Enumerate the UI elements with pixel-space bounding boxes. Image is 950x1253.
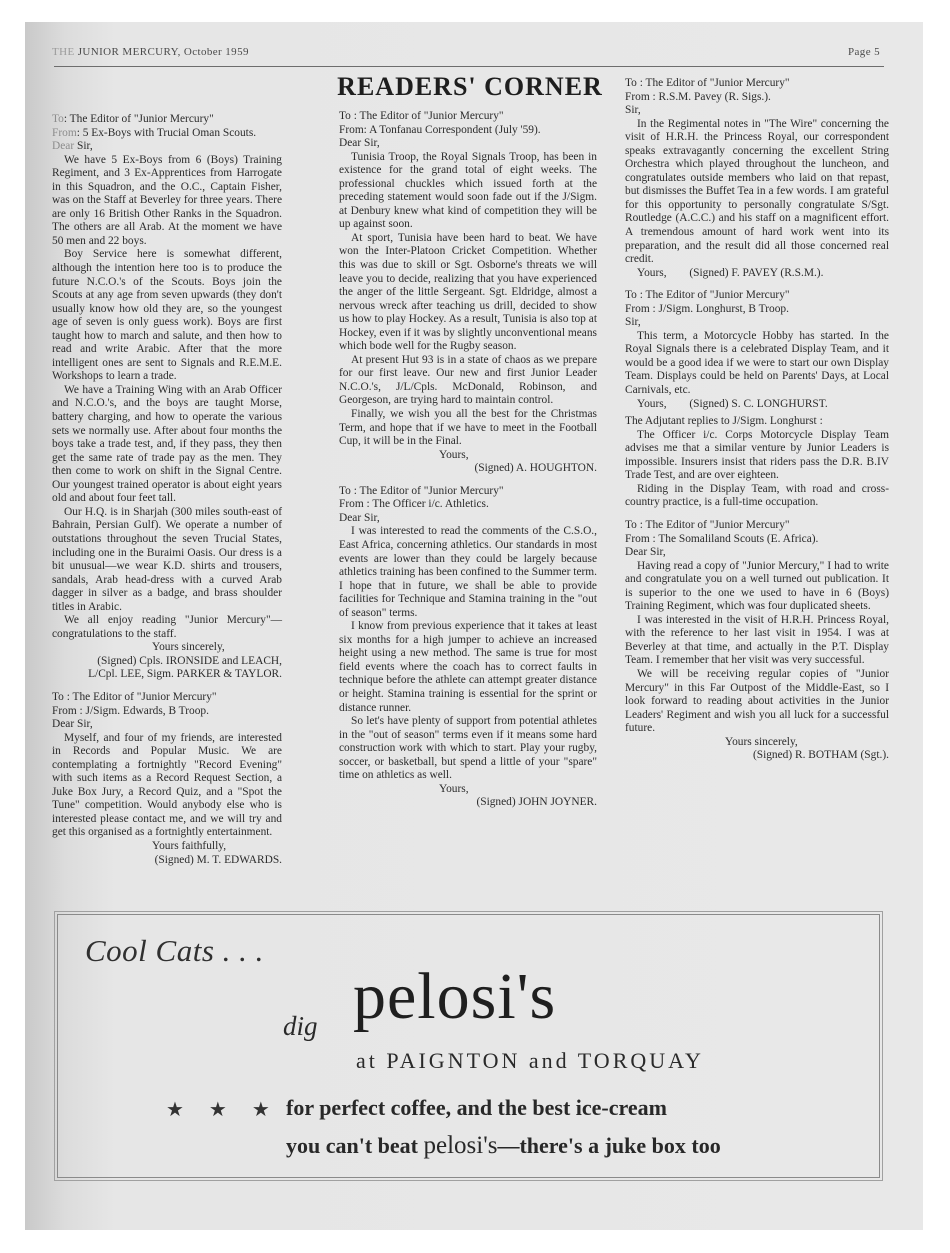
letter-signature: (Signed) M. T. EDWARDS.: [154, 853, 282, 866]
letter-to: To : The Editor of "Junior Mercury": [339, 484, 504, 497]
letter-signature: (Signed) A. HOUGHTON.: [474, 462, 597, 475]
running-header-publication: [52, 46, 249, 58]
letter-signature: (Signed) R. BOTHAM (Sgt.).: [752, 749, 889, 762]
letter-closing: Yours,: [439, 782, 469, 795]
publication-prefix: THE: [52, 46, 75, 58]
letter-paragraph: We have a Training Wing with an Arab Officer and N.C.O.'s, and the boys are taught Morse, battery charging, and how to operate the various sets we normally use. After about four months the boys take a trade test, and, if they pass, they then get the same rate of trade pay as the men. They then come to work on shift in the Signal Centre. Our youngest trained operator is about eight years old and about four feet tall.: [52, 383, 282, 505]
letter-longhurst: [625, 289, 889, 411]
letter-salutation: Dear Sir,: [52, 140, 93, 153]
letter-to: To : The Editor of "Junior Mercury": [339, 110, 504, 122]
letter-from: From : The Somaliland Scouts (E. Africa).: [625, 532, 819, 545]
letter-ex-boys-trucial-oman: [52, 113, 282, 682]
letter-paragraph: We all enjoy reading "Junior Mercury"—congratulations to the staff.: [52, 614, 282, 640]
letter-tonfanau: [339, 110, 597, 476]
letter-gap: [625, 280, 889, 289]
letter-signature: (Signed) JOHN JOYNER.: [476, 796, 597, 809]
letter-salutation: Dear Sir,: [52, 718, 93, 731]
letter-paragraph: In the Regimental notes in "The Wire" concerning the visit of H.R.H. the Princess Royal, our correspondent speaks extravagantly concerning the excellent String Orchestra which played throughout the luncheon, and congratulates outside members who laid on that repast, but dismisses the Buffet Tea in a few words. I am grateful for this opportunity to personally congratulate S/Sgt. Routledge (A.C.C.) and his staff on a magnificent effort. A tremendous amount of hard work went into its preparation, and the result did all those concerned real credit.: [625, 117, 889, 266]
ad-dig: dig: [283, 1011, 318, 1041]
letter-paragraph: We will be receiving regular copies of "Junior Mercury" in this Far Outpost of the Middle-East, so I look forward to reading about activities in the Junior Leaders' Regiment and wish you all luck for a successful future.: [625, 667, 889, 735]
letter-paragraph: Our H.Q. is in Sharjah (300 miles south-east of Bahrain, Persian Gulf). We operate a number of outstations throughout the seven Trucial States, including one in the Buraimi Oasis. Our dress is a bit unusual—we wear K.D. shirts and trousers, sandals, Arab head-dress with a curved Arab dagger in silver as a badge, and brass shoulder titles in Arabic.: [52, 505, 282, 613]
ad-brand-inline: pelosi's: [423, 1132, 498, 1159]
letter-edwards: [52, 691, 282, 867]
ad-brand-name: pelosi's: [353, 960, 557, 1033]
letter-from: From: 5 Ex-Boys with Trucial Oman Scouts.: [52, 126, 257, 139]
letter-salutation: Dear Sir,: [339, 137, 380, 150]
letter-salutation: Sir,: [625, 316, 641, 329]
letter-closing: Yours faithfully,: [152, 839, 227, 852]
letter-paragraph: So let's have plenty of support from potential athletes in the "out of season" terms even if it means some hard construction work with which to start. Play your rugby, soccer, or basketball, but spend a little of your "spare" time on athletics as well.: [339, 715, 597, 782]
letter-salutation: Sir,: [625, 104, 641, 117]
letter-to: To: The Editor of "Junior Mercury": [52, 113, 214, 125]
column-3: [625, 77, 889, 763]
letter-paragraph: Having read a copy of "Junior Mercury," I had to write and congratulate you on a well turned out publication. It is superior to the one we used to have in 6 (Boys) Training Regiment, which was four duplicated sheets.: [625, 559, 889, 613]
letter-paragraph: The Officer i/c. Corps Motorcycle Display Team advises me that a similar venture by Junior Leaders is impossible. Insurers insist that riders pass the D.R. B.IV Trade Test, and are over eighteen.: [625, 428, 889, 482]
column-1: [52, 113, 282, 867]
letter-paragraph: Finally, we wish you all the best for the Christmas Term, and hope that if we have to meet in the Football Cup, it will be in the Final.: [339, 408, 597, 448]
letter-to: To : The Editor of "Junior Mercury": [625, 289, 790, 302]
ad-copy-line-2: you can't beat pelosi's—there's a juke box too: [286, 1132, 721, 1159]
section-title: READERS' CORNER: [337, 72, 603, 101]
ad-copy-line-1: for perfect coffee, and the best ice-cream: [286, 1095, 667, 1120]
letter-paragraph: At present Hut 93 is in a state of chaos as we prepare for our first leave. Our new and first Junior Leader N.C.O.'s, J/L/Cpls. McDonald, Robinson, and Georgeson, are trying hard to maintain control.: [339, 353, 597, 407]
letter-signoff: Yours, (Signed) F. PAVEY (R.S.M.).: [637, 266, 824, 279]
letter-athletics: [339, 485, 597, 810]
column-2: [339, 110, 597, 810]
letter-to: To : The Editor of "Junior Mercury": [52, 690, 217, 703]
letter-paragraph: Tunisia Troop, the Royal Signals Troop, has been in existence for the grand total of eight weeks. The professional chuckles which issued forth at the preceding statement would soon fade out if the J/Sigm. at Denbury knew what kind of competition they will be up against soon.: [339, 150, 597, 231]
reply-heading: The Adjutant replies to J/Sigm. Longhurst :: [625, 415, 823, 428]
letter-from: From : R.S.M. Pavey (R. Sigs.).: [625, 90, 771, 103]
letter-paragraph: Riding in the Display Team, with road and cross-country practice, is a full-time occupation.: [625, 482, 889, 509]
ad-locations: at PAIGNTON and TORQUAY: [356, 1048, 704, 1073]
star-icons: ★ ★ ★: [166, 1099, 280, 1121]
letter-from: From : The Officer i/c. Athletics.: [339, 498, 489, 511]
letter-from: From: A Tonfanau Correspondent (July '59).: [339, 123, 541, 136]
letter-salutation: Dear Sir,: [625, 546, 666, 559]
letter-closing: Yours sincerely,: [725, 735, 798, 748]
letter-to: To : The Editor of "Junior Mercury": [625, 518, 790, 531]
page-number: Page 5: [848, 46, 881, 58]
adjutant-reply: [625, 415, 889, 510]
letter-paragraph: Myself, and four of my friends, are interested in Records and Popular Music. We are contemplating a fortnightly "Record Evening" with such items as a Record Request Section, a Juke Box Jury, a Record Quiz, and a "Spot the Tune" competition. Would anybody else who is interested please contact me, and we will try and get this organised as a fortnightly entertainment.: [52, 731, 282, 839]
publication-name-date: JUNIOR MERCURY, October 1959: [77, 46, 249, 58]
letter-closing: Yours sincerely,: [152, 641, 225, 654]
letter-from: From : J/Sigm. Edwards, B Troop.: [52, 704, 209, 717]
letter-paragraph: At sport, Tunisia have been hard to beat. We have won the Inter-Platoon Cricket Competition. Whether this was due to skill or Sgt. Osborne's threats we will leave you to decide, realizing that you have experienced the anger of the little Sergeant. Sgt. Eldridge, almost a nervous wreck after teaching us drill, decided to show us how to play Hockey. As a result, Tunisia is also top at Hockey, even if it was by slightly unconventional means which bode well for the Rugby season.: [339, 231, 597, 353]
letter-paragraph: I know from previous experience that it takes at least six months for a high jumper to achieve an increased height using a new method. The same is true for most field events where the coach has to correct faults in technique before the athlete can attempt greater distance or height. Stamina training is essential for the sprint or distance runner.: [339, 620, 597, 714]
letter-botham: [625, 519, 889, 763]
letter-salutation: Dear Sir,: [339, 511, 380, 524]
pelosis-advertisement: [57, 914, 880, 1178]
letter-gap: [52, 682, 282, 691]
letter-paragraph: Boy Service here is somewhat different, although the intention here too is to produce the future N.C.O.'s of the Scouts. Boys join the Scouts at any age from seven upwards (they don't usually know how old they are, so the youngest age of seven is only guess work). Boys are first taught how to march and salute, and then how to read and write Arabic. After that the more intelligent ones are sent to Signals and R.E.M.E. Workshops to learn a trade.: [52, 248, 282, 383]
letter-paragraph: We have 5 Ex-Boys from 6 (Boys) Training Regiment, and 3 Ex-Apprentices from Harrogate in this Squadron, and the O.C., Captain Fisher, was on the Staff at Beverley for three years. There are only 16 British Other Ranks in the Squadron. The others are all Arab. At the moment we have 50 men and 22 boys.: [52, 153, 282, 247]
letter-gap: [625, 510, 889, 519]
letter-signature: L/Cpl. LEE, Sigm. PARKER & TAYLOR.: [88, 668, 282, 681]
letter-pavey: [625, 77, 889, 280]
letter-from: From : J/Sigm. Longhurst, B Troop.: [625, 302, 789, 315]
letter-paragraph: I was interested in the visit of H.R.H. Princess Royal, with the reference to her last visit in 1954. I was at Beverley at that time, and actually in the P.T. Display Team. I remember that her visit was very successful.: [625, 613, 889, 667]
letter-paragraph: This term, a Motorcycle Hobby has started. In the Royal Signals there is a celebrated Display Team, and it would be a good idea if we were to start our own Display Team. Displays could be held on Parents' Days, at Local Carnivals, etc.: [625, 329, 889, 397]
letter-signoff: Yours, (Signed) S. C. LONGHURST.: [637, 397, 828, 410]
header-rule: [54, 66, 884, 67]
letter-paragraph: I was interested to read the comments of the C.S.O., East Africa, concerning athletics. Our standards in most events are lower than they could be largely because athletics training has been confined to the Summer term. I hope that in future, we shall be able to provide facilities for Technique and Stamina training in the "out of season" terms.: [339, 525, 597, 619]
letter-signature: (Signed) Cpls. IRONSIDE and LEACH,: [97, 654, 282, 667]
letter-to: To : The Editor of "Junior Mercury": [625, 77, 790, 89]
letter-closing: Yours,: [439, 448, 469, 461]
ad-tagline: Cool Cats . . .: [85, 933, 264, 968]
letter-gap: [339, 476, 597, 485]
